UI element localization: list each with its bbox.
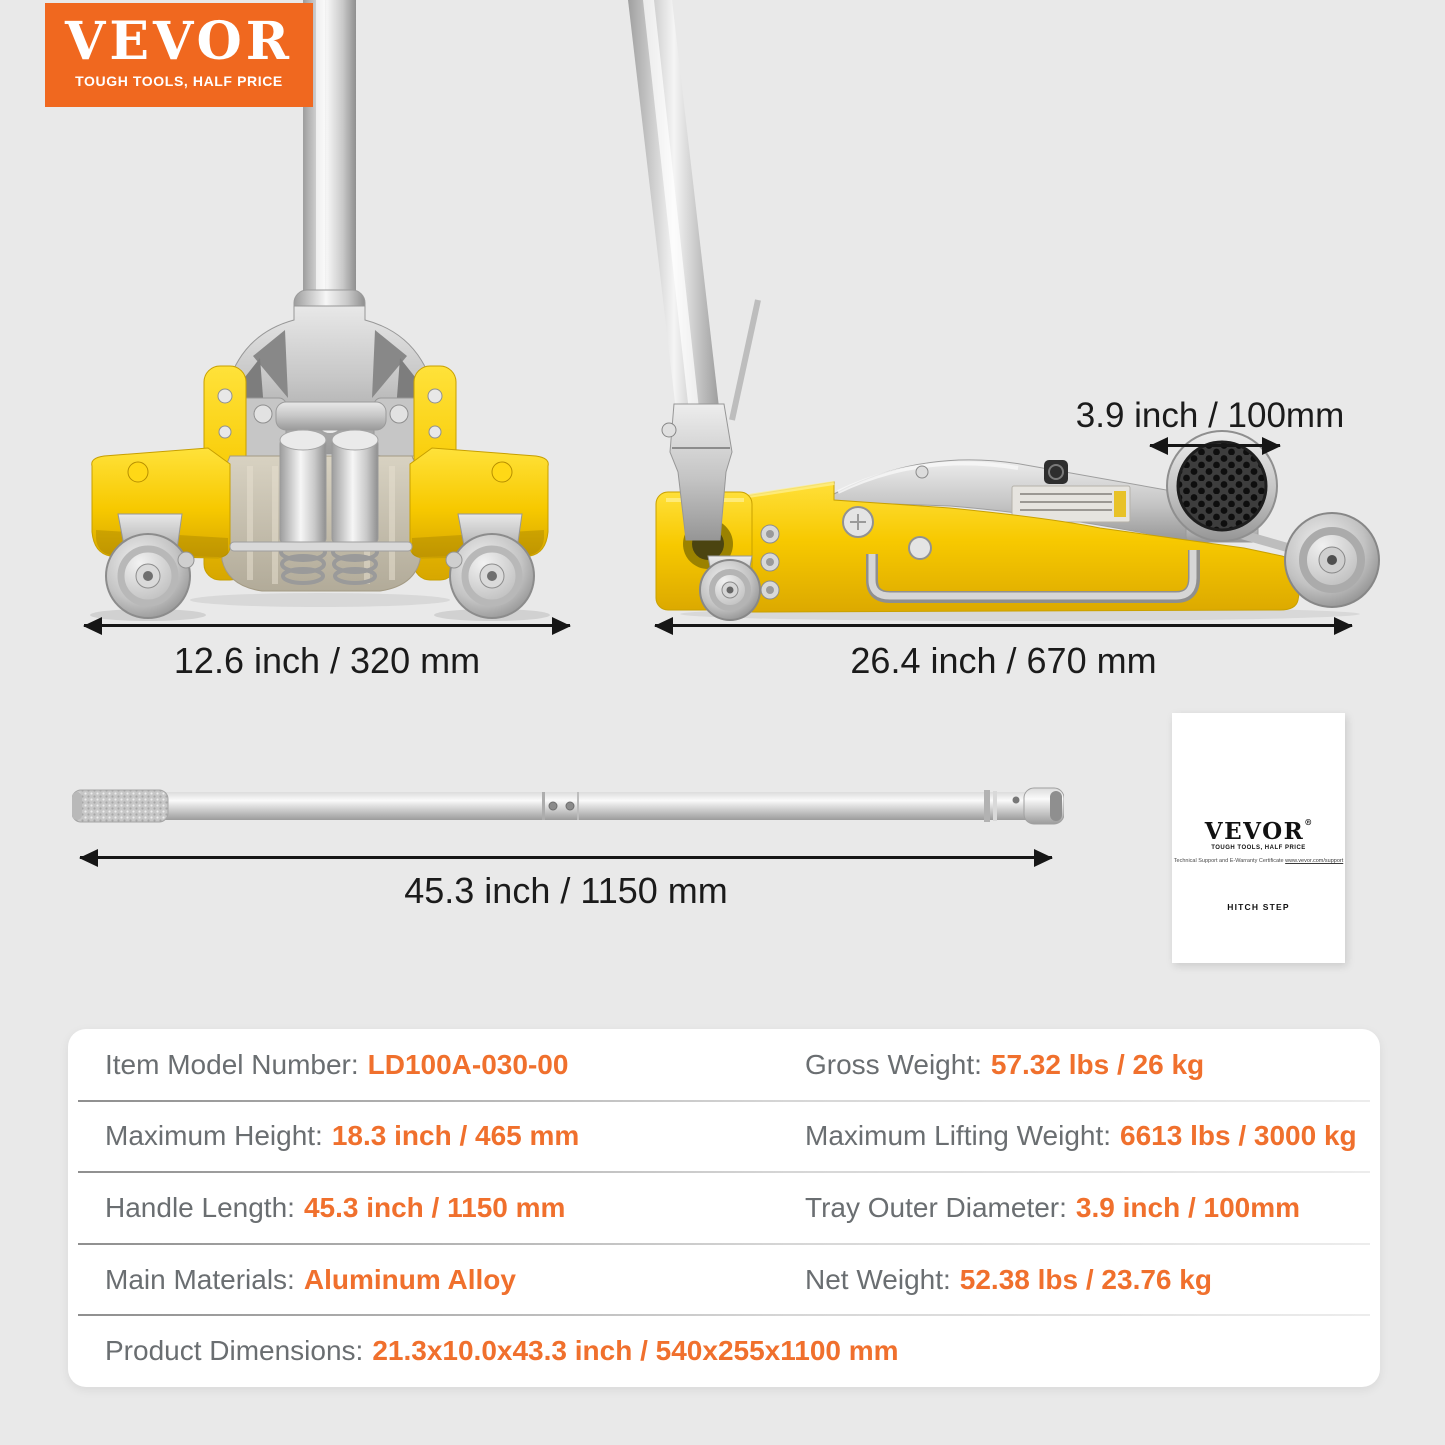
manual-support-line	[1172, 858, 1345, 864]
spec-cell-tray-diameter	[805, 1192, 1300, 1224]
handle-length-arrow	[80, 856, 1052, 859]
spec-cell-model	[68, 1049, 805, 1081]
spec-cell-max-lifting	[805, 1120, 1357, 1152]
brand-logo	[45, 3, 313, 107]
spec-row-model-gross	[68, 1029, 1380, 1101]
manual-support-text: Technical Support and E-Warranty Certificate	[1173, 858, 1284, 864]
manual-tagline: TOUGH TOOLS, HALF PRICE	[1211, 845, 1306, 851]
spec-label: Item Model Number:	[105, 1048, 359, 1080]
spec-cell-product-dimensions	[68, 1335, 899, 1367]
side-length-arrow	[655, 624, 1352, 627]
spec-value: LD100A-030-00	[367, 1048, 569, 1080]
jack-side-view-image	[620, 0, 1400, 622]
side-length-label: 26.4 inch / 670 mm	[850, 640, 1157, 681]
spec-table	[68, 1029, 1380, 1387]
spec-value: 45.3 inch / 1150 mm	[303, 1191, 566, 1223]
spec-label: Maximum Lifting Weight:	[805, 1120, 1112, 1152]
spec-cell-max-height	[68, 1120, 805, 1152]
spec-label: Tray Outer Diameter:	[805, 1191, 1067, 1223]
handle-rod-image	[72, 780, 1064, 832]
brand-name: VEVOR	[65, 11, 293, 72]
spec-row-materials-net	[68, 1244, 1380, 1316]
spec-row-dimensions	[68, 1315, 1380, 1387]
spec-label: Handle Length:	[105, 1191, 295, 1223]
spec-value: 6613 lbs / 3000 kg	[1120, 1120, 1357, 1152]
manual-card	[1172, 713, 1345, 963]
manual-support-link: www.vevor.com/support	[1285, 858, 1344, 864]
handle-length-label: 45.3 inch / 1150 mm	[404, 870, 728, 911]
spec-row-handle-tray	[68, 1172, 1380, 1244]
front-width-label: 12.6 inch / 320 mm	[173, 640, 481, 681]
spec-value: 3.9 inch / 100mm	[1075, 1191, 1301, 1223]
manual-brand-text: VEVOR	[1204, 818, 1305, 845]
spec-cell-gross-weight	[805, 1049, 1204, 1081]
spec-value: Aluminum Alloy	[303, 1263, 516, 1295]
spec-label: Maximum Height:	[105, 1120, 323, 1152]
tray-diameter-arrow	[1150, 444, 1280, 447]
spec-label: Gross Weight:	[805, 1048, 982, 1080]
spec-value: 18.3 inch / 465 mm	[331, 1120, 580, 1152]
spec-value: 52.38 lbs / 23.76 kg	[959, 1263, 1212, 1295]
tray-diameter-label: 3.9 inch / 100mm	[1075, 396, 1345, 435]
spec-label: Net Weight:	[805, 1263, 951, 1295]
spec-value: 21.3x10.0x43.3 inch / 540x255x1100 mm	[372, 1335, 899, 1367]
spec-value: 57.32 lbs / 26 kg	[990, 1048, 1205, 1080]
spec-cell-handle-length	[68, 1192, 805, 1224]
manual-brand	[1172, 810, 1345, 844]
registered-mark: ®	[1304, 817, 1313, 827]
spec-cell-net-weight	[805, 1264, 1212, 1296]
spec-cell-materials	[68, 1264, 805, 1296]
front-width-arrow	[84, 624, 570, 627]
manual-title: HITCH STEP	[1227, 902, 1290, 912]
spec-label: Main Materials:	[105, 1263, 295, 1295]
brand-tagline: TOUGH TOOLS, HALF PRICE	[75, 73, 283, 89]
spec-row-height-lifting	[68, 1101, 1380, 1173]
spec-label: Product Dimensions:	[105, 1335, 364, 1367]
